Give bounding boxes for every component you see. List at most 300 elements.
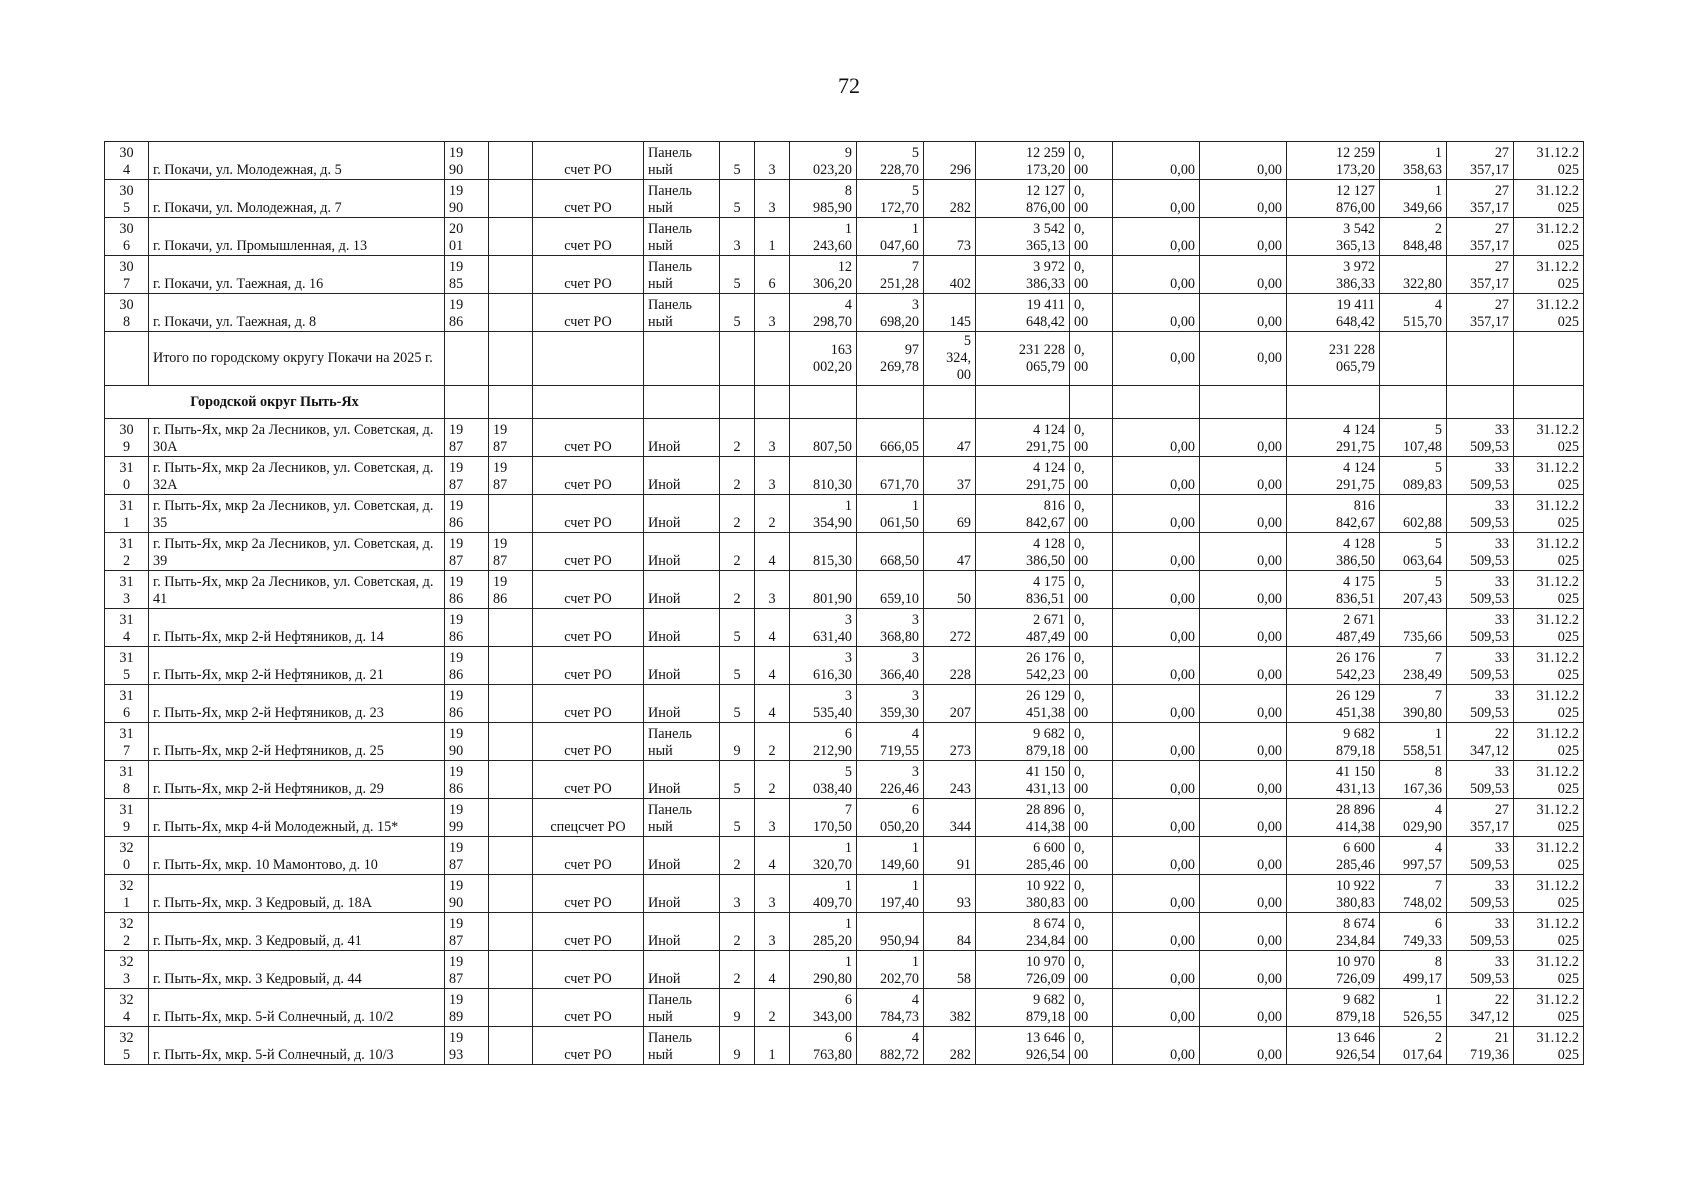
total-row	[105, 332, 1584, 386]
regional-budget-share: 0,00	[1113, 142, 1200, 180]
table-row	[105, 1027, 1584, 1065]
planned-date: 31.12.2 025	[1514, 533, 1584, 571]
entrances: 3	[755, 913, 790, 951]
local-budget-share: 0,00	[1200, 218, 1287, 256]
row-number: 31 5	[105, 647, 149, 685]
unit-cost: 5 107,48	[1380, 419, 1447, 457]
planned-date: 31.12.2 025	[1514, 837, 1584, 875]
local-budget-share: 0,00	[1200, 571, 1287, 609]
entrances: 2	[755, 495, 790, 533]
repair-cost-total: 8 674 234,84	[976, 913, 1070, 951]
year-built: 19 90	[445, 723, 489, 761]
year-commissioned: 19 87	[489, 419, 533, 457]
year-built: 19 87	[445, 419, 489, 457]
owners-funds: 19 411 648,42	[1287, 294, 1380, 332]
entrances: 3	[755, 294, 790, 332]
page-number: 72	[838, 73, 860, 98]
entrances: 4	[755, 533, 790, 571]
residents-count: 296	[924, 142, 976, 180]
total-area: 810,30	[790, 457, 857, 495]
table-row	[105, 761, 1584, 799]
table-row	[105, 837, 1584, 875]
row-number: 32 1	[105, 875, 149, 913]
residential-area: 659,10	[857, 571, 924, 609]
planned-date: 31.12.2 025	[1514, 142, 1584, 180]
owners-funds: 26 129 451,38	[1287, 685, 1380, 723]
address-cell: г. Пыть-Ях, мкр 2-й Нефтяников, д. 25	[149, 723, 445, 761]
fund-reform-share: 0, 00	[1070, 256, 1113, 294]
local-budget-share: 0,00	[1200, 294, 1287, 332]
total-area: 1 354,90	[790, 495, 857, 533]
row-number: 30 8	[105, 294, 149, 332]
unit-cost: 1 526,55	[1380, 989, 1447, 1027]
fund-reform-share: 0, 00	[1070, 989, 1113, 1027]
empty-cell	[1113, 386, 1200, 419]
regional-budget-share: 0,00	[1113, 1027, 1200, 1065]
empty-cell	[489, 386, 533, 419]
max-unit-cost: 22 347,12	[1447, 723, 1514, 761]
unit-cost: 1 358,63	[1380, 142, 1447, 180]
account-method: счет РО	[533, 419, 644, 457]
floors: 9	[720, 723, 755, 761]
regional-budget-share: 0,00	[1113, 218, 1200, 256]
local-budget-share: 0,00	[1200, 723, 1287, 761]
local-budget-share: 0,00	[1200, 647, 1287, 685]
empty-cell	[1380, 386, 1447, 419]
regional-budget-share: 0,00	[1113, 180, 1200, 218]
residents-count: 145	[924, 294, 976, 332]
owners-funds: 9 682 879,18	[1287, 723, 1380, 761]
residents-count: 73	[924, 218, 976, 256]
regional-budget-share: 0,00	[1113, 723, 1200, 761]
address-cell: г. Покачи, ул. Таежная, д. 16	[149, 256, 445, 294]
owners-funds: 26 176 542,23	[1287, 647, 1380, 685]
year-built: 19 86	[445, 685, 489, 723]
planned-date: 31.12.2 025	[1514, 989, 1584, 1027]
wall-material: Иной	[644, 609, 720, 647]
wall-material: Иной	[644, 533, 720, 571]
residential-area: 3 698,20	[857, 294, 924, 332]
owners-funds: 12 127 876,00	[1287, 180, 1380, 218]
entrances: 2	[755, 989, 790, 1027]
unit-cost: 1 349,66	[1380, 180, 1447, 218]
floors: 2	[720, 457, 755, 495]
table-row	[105, 571, 1584, 609]
residents-count: 50	[924, 571, 976, 609]
max-unit-cost: 33 509,53	[1447, 457, 1514, 495]
planned-date: 31.12.2 025	[1514, 419, 1584, 457]
repair-cost-total: 9 682 879,18	[976, 989, 1070, 1027]
repair-cost-total: 816 842,67	[976, 495, 1070, 533]
repair-cost-total: 3 542 365,13	[976, 218, 1070, 256]
fund-reform-share: 0, 00	[1070, 609, 1113, 647]
residents-count: 382	[924, 989, 976, 1027]
address-cell: г. Пыть-Ях, мкр 2а Лесников, ул. Советская, д. 35	[149, 495, 445, 533]
unit-cost: 5 207,43	[1380, 571, 1447, 609]
empty-cell	[976, 386, 1070, 419]
row-number: 32 2	[105, 913, 149, 951]
total-area: 1 409,70	[790, 875, 857, 913]
year-built: 20 01	[445, 218, 489, 256]
max-unit-cost: 33 509,53	[1447, 495, 1514, 533]
total-area: 163 002,20	[790, 332, 857, 386]
entrances: 1	[755, 218, 790, 256]
total-area: 1 320,70	[790, 837, 857, 875]
owners-funds: 4 128 386,50	[1287, 533, 1380, 571]
fund-reform-share: 0, 00	[1070, 913, 1113, 951]
account-method: счет РО	[533, 218, 644, 256]
local-budget-share: 0,00	[1200, 256, 1287, 294]
total-area: 1 290,80	[790, 951, 857, 989]
residents-count: 243	[924, 761, 976, 799]
local-budget-share: 0,00	[1200, 685, 1287, 723]
floors: 5	[720, 761, 755, 799]
max-unit-cost: 27 357,17	[1447, 256, 1514, 294]
entrances: 3	[755, 457, 790, 495]
repair-cost-total: 41 150 431,13	[976, 761, 1070, 799]
residents-count: 282	[924, 180, 976, 218]
residents-count: 272	[924, 609, 976, 647]
floors: 5	[720, 142, 755, 180]
row-number: 30 9	[105, 419, 149, 457]
fund-reform-share: 0, 00	[1070, 495, 1113, 533]
max-unit-cost: 33 509,53	[1447, 913, 1514, 951]
year-commissioned	[489, 180, 533, 218]
regional-budget-share: 0,00	[1113, 951, 1200, 989]
year-commissioned	[489, 495, 533, 533]
max-unit-cost: 33 509,53	[1447, 647, 1514, 685]
local-budget-share: 0,00	[1200, 989, 1287, 1027]
unit-cost: 7 238,49	[1380, 647, 1447, 685]
unit-cost: 4 029,90	[1380, 799, 1447, 837]
max-unit-cost: 33 509,53	[1447, 761, 1514, 799]
unit-cost: 5 063,64	[1380, 533, 1447, 571]
residential-area: 4 784,73	[857, 989, 924, 1027]
address-cell: г. Пыть-Ях, мкр 2-й Нефтяников, д. 21	[149, 647, 445, 685]
total-area: 1 285,20	[790, 913, 857, 951]
entrances: 4	[755, 951, 790, 989]
year-commissioned	[489, 723, 533, 761]
max-unit-cost: 33 509,53	[1447, 533, 1514, 571]
empty-cell	[755, 386, 790, 419]
local-budget-share: 0,00	[1200, 609, 1287, 647]
residential-area: 3 226,46	[857, 761, 924, 799]
floors: 2	[720, 951, 755, 989]
address-cell: г. Покачи, ул. Молодежная, д. 7	[149, 180, 445, 218]
year-commissioned	[489, 989, 533, 1027]
year-commissioned	[489, 142, 533, 180]
owners-funds: 3 972 386,33	[1287, 256, 1380, 294]
empty-cell	[755, 332, 790, 386]
table-row	[105, 457, 1584, 495]
fund-reform-share: 0, 00	[1070, 837, 1113, 875]
local-budget-share: 0,00	[1200, 799, 1287, 837]
floors: 3	[720, 218, 755, 256]
entrances: 4	[755, 609, 790, 647]
planned-date: 31.12.2 025	[1514, 495, 1584, 533]
wall-material: Иной	[644, 571, 720, 609]
year-built: 19 87	[445, 913, 489, 951]
regional-budget-share: 0,00	[1113, 875, 1200, 913]
year-built: 19 87	[445, 837, 489, 875]
year-commissioned	[489, 761, 533, 799]
entrances: 3	[755, 180, 790, 218]
floors: 2	[720, 533, 755, 571]
wall-material: Панель ный	[644, 723, 720, 761]
local-budget-share: 0,00	[1200, 875, 1287, 913]
address-cell: г. Пыть-Ях, мкр 2-й Нефтяников, д. 29	[149, 761, 445, 799]
regional-budget-share: 0,00	[1113, 495, 1200, 533]
table-row	[105, 218, 1584, 256]
empty-cell	[720, 386, 755, 419]
entrances: 4	[755, 647, 790, 685]
row-number: 31 7	[105, 723, 149, 761]
regional-budget-share: 0,00	[1113, 647, 1200, 685]
wall-material: Иной	[644, 951, 720, 989]
unit-cost: 602,88	[1380, 495, 1447, 533]
max-unit-cost: 33 509,53	[1447, 609, 1514, 647]
residential-area: 5 172,70	[857, 180, 924, 218]
row-number: 30 4	[105, 142, 149, 180]
residential-area: 97 269,78	[857, 332, 924, 386]
year-commissioned: 19 86	[489, 571, 533, 609]
empty-cell	[1200, 386, 1287, 419]
entrances: 4	[755, 837, 790, 875]
entrances: 2	[755, 723, 790, 761]
year-built: 19 93	[445, 1027, 489, 1065]
residential-area: 4 719,55	[857, 723, 924, 761]
row-number: 31 3	[105, 571, 149, 609]
address-cell: г. Пыть-Ях, мкр. 3 Кедровый, д. 44	[149, 951, 445, 989]
year-built: 19 86	[445, 294, 489, 332]
table-row	[105, 180, 1584, 218]
year-built: 19 86	[445, 495, 489, 533]
address-cell: г. Пыть-Ях, мкр 2а Лесников, ул. Советская, д. 39	[149, 533, 445, 571]
empty-cell	[445, 332, 489, 386]
planned-date: 31.12.2 025	[1514, 799, 1584, 837]
unit-cost: 5 089,83	[1380, 457, 1447, 495]
fund-reform-share: 0, 00	[1070, 218, 1113, 256]
unit-cost: 322,80	[1380, 256, 1447, 294]
repair-cost-total: 6 600 285,46	[976, 837, 1070, 875]
max-unit-cost: 33 509,53	[1447, 685, 1514, 723]
planned-date: 31.12.2 025	[1514, 913, 1584, 951]
entrances: 3	[755, 142, 790, 180]
wall-material: Иной	[644, 875, 720, 913]
table-row	[105, 256, 1584, 294]
row-number: 31 4	[105, 609, 149, 647]
address-cell: г. Пыть-Ях, мкр 2а Лесников, ул. Советская, д. 32А	[149, 457, 445, 495]
local-budget-share: 0,00	[1200, 180, 1287, 218]
wall-material: Панель ный	[644, 256, 720, 294]
wall-material: Панель ный	[644, 142, 720, 180]
planned-date: 31.12.2 025	[1514, 647, 1584, 685]
residents-count: 37	[924, 457, 976, 495]
fund-reform-share: 0, 00	[1070, 951, 1113, 989]
total-area: 807,50	[790, 419, 857, 457]
fund-reform-share: 0, 00	[1070, 294, 1113, 332]
table-row	[105, 799, 1584, 837]
planned-date: 31.12.2 025	[1514, 180, 1584, 218]
account-method: спецсчет РО	[533, 799, 644, 837]
empty-cell	[644, 332, 720, 386]
regional-budget-share: 0,00	[1113, 457, 1200, 495]
local-budget-share: 0,00	[1200, 332, 1287, 386]
regional-budget-share: 0,00	[1113, 256, 1200, 294]
floors: 5	[720, 180, 755, 218]
address-cell: г. Пыть-Ях, мкр. 5-й Солнечный, д. 10/2	[149, 989, 445, 1027]
planned-date: 31.12.2 025	[1514, 294, 1584, 332]
year-built: 19 87	[445, 457, 489, 495]
total-area: 9 023,20	[790, 142, 857, 180]
wall-material: Панель ный	[644, 799, 720, 837]
local-budget-share: 0,00	[1200, 495, 1287, 533]
year-built: 19 99	[445, 799, 489, 837]
address-cell: г. Пыть-Ях, мкр. 10 Мамонтово, д. 10	[149, 837, 445, 875]
unit-cost: 7 748,02	[1380, 875, 1447, 913]
residents-count: 402	[924, 256, 976, 294]
wall-material: Иной	[644, 913, 720, 951]
empty-cell	[1287, 386, 1380, 419]
empty-cell	[644, 386, 720, 419]
regional-budget-share: 0,00	[1113, 609, 1200, 647]
floors: 9	[720, 1027, 755, 1065]
residential-area: 7 251,28	[857, 256, 924, 294]
empty-cell	[1447, 332, 1514, 386]
section-title: Городской округ Пыть-Ях	[105, 386, 445, 419]
wall-material: Панель ный	[644, 294, 720, 332]
unit-cost: 1 558,51	[1380, 723, 1447, 761]
residential-area: 5 228,70	[857, 142, 924, 180]
year-built: 19 87	[445, 951, 489, 989]
regional-budget-share: 0,00	[1113, 799, 1200, 837]
account-method: счет РО	[533, 142, 644, 180]
max-unit-cost: 27 357,17	[1447, 799, 1514, 837]
account-method: счет РО	[533, 951, 644, 989]
unit-cost: 7 390,80	[1380, 685, 1447, 723]
owners-funds: 8 674 234,84	[1287, 913, 1380, 951]
row-number: 31 9	[105, 799, 149, 837]
row-number: 30 6	[105, 218, 149, 256]
local-budget-share: 0,00	[1200, 457, 1287, 495]
residents-count: 93	[924, 875, 976, 913]
account-method: счет РО	[533, 761, 644, 799]
total-area: 5 038,40	[790, 761, 857, 799]
empty-cell	[489, 332, 533, 386]
account-method: счет РО	[533, 457, 644, 495]
houses-register-table	[104, 141, 1584, 1065]
empty-cell	[924, 386, 976, 419]
year-built: 19 86	[445, 647, 489, 685]
residential-area: 1 061,50	[857, 495, 924, 533]
fund-reform-share: 0, 00	[1070, 799, 1113, 837]
total-area: 4 298,70	[790, 294, 857, 332]
address-cell: г. Пыть-Ях, мкр 2-й Нефтяников, д. 23	[149, 685, 445, 723]
row-number: 31 0	[105, 457, 149, 495]
entrances: 4	[755, 685, 790, 723]
max-unit-cost: 27 357,17	[1447, 294, 1514, 332]
regional-budget-share: 0,00	[1113, 837, 1200, 875]
table-row	[105, 419, 1584, 457]
wall-material: Панель ный	[644, 989, 720, 1027]
planned-date: 31.12.2 025	[1514, 761, 1584, 799]
local-budget-share: 0,00	[1200, 1027, 1287, 1065]
year-built: 19 87	[445, 533, 489, 571]
fund-reform-share: 0, 00	[1070, 180, 1113, 218]
empty-cell	[1514, 386, 1584, 419]
unit-cost: 8 499,17	[1380, 951, 1447, 989]
residential-area: 1 202,70	[857, 951, 924, 989]
fund-reform-share: 0, 00	[1070, 533, 1113, 571]
max-unit-cost: 33 509,53	[1447, 951, 1514, 989]
wall-material: Иной	[644, 837, 720, 875]
wall-material: Панель ный	[644, 218, 720, 256]
residential-area: 668,50	[857, 533, 924, 571]
owners-funds: 13 646 926,54	[1287, 1027, 1380, 1065]
owners-funds: 816 842,67	[1287, 495, 1380, 533]
repair-cost-total: 28 896 414,38	[976, 799, 1070, 837]
residential-area: 1 197,40	[857, 875, 924, 913]
max-unit-cost: 33 509,53	[1447, 875, 1514, 913]
total-area: 6 763,80	[790, 1027, 857, 1065]
total-area: 12 306,20	[790, 256, 857, 294]
entrances: 3	[755, 799, 790, 837]
residential-area: 3 366,40	[857, 647, 924, 685]
row-number: 31 6	[105, 685, 149, 723]
owners-funds: 6 600 285,46	[1287, 837, 1380, 875]
repair-cost-total: 3 972 386,33	[976, 256, 1070, 294]
table-row	[105, 647, 1584, 685]
max-unit-cost: 33 509,53	[1447, 419, 1514, 457]
address-cell: г. Пыть-Ях, мкр 4-й Молодежный, д. 15*	[149, 799, 445, 837]
residential-area: 950,94	[857, 913, 924, 951]
account-method: счет РО	[533, 647, 644, 685]
residential-area: 4 882,72	[857, 1027, 924, 1065]
planned-date: 31.12.2 025	[1514, 457, 1584, 495]
fund-reform-share: 0, 00	[1070, 685, 1113, 723]
table-row	[105, 142, 1584, 180]
planned-date: 31.12.2 025	[1514, 571, 1584, 609]
regional-budget-share: 0,00	[1113, 761, 1200, 799]
floors: 5	[720, 256, 755, 294]
fund-reform-share: 0, 00	[1070, 419, 1113, 457]
empty-cell	[533, 332, 644, 386]
max-unit-cost: 27 357,17	[1447, 218, 1514, 256]
regional-budget-share: 0,00	[1113, 332, 1200, 386]
year-commissioned	[489, 609, 533, 647]
entrances: 2	[755, 761, 790, 799]
local-budget-share: 0,00	[1200, 419, 1287, 457]
account-method: счет РО	[533, 609, 644, 647]
floors: 9	[720, 989, 755, 1027]
wall-material: Панель ный	[644, 1027, 720, 1065]
regional-budget-share: 0,00	[1113, 294, 1200, 332]
account-method: счет РО	[533, 495, 644, 533]
planned-date: 31.12.2 025	[1514, 1027, 1584, 1065]
regional-budget-share: 0,00	[1113, 989, 1200, 1027]
repair-cost-total: 13 646 926,54	[976, 1027, 1070, 1065]
account-method: счет РО	[533, 913, 644, 951]
unit-cost: 735,66	[1380, 609, 1447, 647]
repair-cost-total: 9 682 879,18	[976, 723, 1070, 761]
floors: 2	[720, 495, 755, 533]
address-cell: г. Пыть-Ях, мкр 2а Лесников, ул. Советская, д. 30А	[149, 419, 445, 457]
local-budget-share: 0,00	[1200, 913, 1287, 951]
table-row	[105, 989, 1584, 1027]
residential-area: 3 368,80	[857, 609, 924, 647]
residential-area: 1 047,60	[857, 218, 924, 256]
max-unit-cost: 22 347,12	[1447, 989, 1514, 1027]
